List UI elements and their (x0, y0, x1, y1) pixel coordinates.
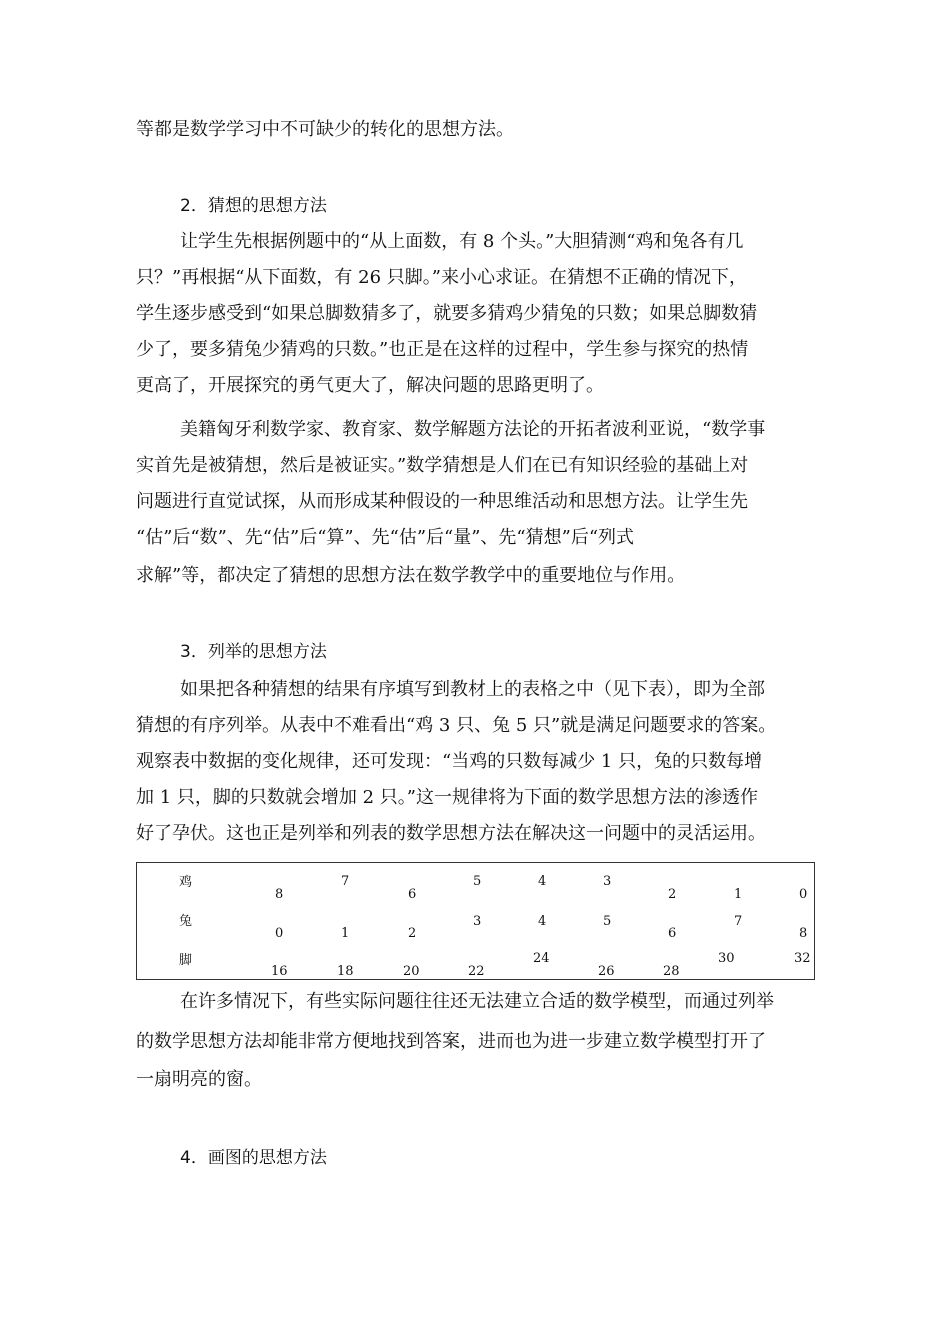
row-label-chicken: 鸡 (179, 875, 193, 890)
row-label-feet: 脚 (179, 953, 193, 968)
chicken-cell: 5 (473, 874, 482, 889)
feet-cell: 16 (271, 964, 288, 979)
paragraph-line: 更高了，开展探究的勇气更大了，解决问题的思路更明了。 (136, 375, 604, 396)
feet-cell: 32 (794, 951, 811, 966)
feet-cell: 24 (533, 951, 550, 966)
paragraph-line: 如果把各种猜想的结果有序填写到教材上的表格之中（见下表），即为全部 (180, 679, 765, 700)
paragraph-line: 等都是数学学习中不可缺少的转化的思想方法。 (136, 119, 514, 140)
chicken-cell: 0 (799, 887, 808, 902)
feet-cell: 30 (718, 951, 735, 966)
paragraph-line: 在许多情况下，有些实际问题往往还无法建立合适的数学模型，而通过列举 (180, 991, 774, 1012)
chicken-cell: 1 (734, 887, 743, 902)
paragraph-line: 一扇明亮的窗。 (136, 1069, 262, 1090)
chicken-cell: 2 (668, 887, 677, 902)
rabbit-cell: 1 (341, 926, 350, 941)
rabbit-cell: 0 (275, 926, 284, 941)
paragraph-line: 美籍匈牙利数学家、教育家、数学解题方法论的开拓者波利亚说，“数学事 (180, 419, 766, 440)
row-label-rabbit: 兔 (179, 914, 193, 929)
rabbit-cell: 5 (603, 914, 612, 929)
paragraph-line: 学生逐步感受到“如果总脚数猜多了，就要多猜鸡少猜兔的只数；如果总脚数猜 (136, 303, 758, 324)
chicken-cell: 3 (603, 874, 612, 889)
chicken-cell: 4 (538, 874, 547, 889)
feet-cell: 18 (337, 964, 354, 979)
paragraph-line: 求解”等，都决定了猜想的思想方法在数学教学中的重要地位与作用。 (136, 565, 686, 586)
rabbit-cell: 3 (473, 914, 482, 929)
paragraph-line: 好了孕伏。这也正是列举和列表的数学思想方法在解决这一问题中的灵活运用。 (136, 823, 766, 844)
rabbit-cell: 8 (799, 926, 808, 941)
chicken-cell: 8 (275, 887, 284, 902)
paragraph-line: 只？”再根据“从下面数，有 26 只脚。”来小心求证。在猜想不正确的情况下， (136, 267, 747, 288)
section-heading-enumerate: 3．列举的思想方法 (180, 642, 327, 662)
chicken-cell: 7 (341, 874, 350, 889)
paragraph-line: 猜想的有序列举。从表中不难看出“鸡 3 只、兔 5 只”就是满足问题要求的答案。 (136, 715, 777, 736)
paragraph-line: 加 1 只，脚的只数就会增加 2 只。”这一规律将为下面的数学思想方法的渗透作 (136, 787, 758, 808)
rabbit-cell: 6 (668, 926, 677, 941)
feet-cell: 28 (663, 964, 680, 979)
paragraph-line: 观察表中数据的变化规律，还可发现：“当鸡的只数每减少 1 只，兔的只数每增 (136, 751, 763, 772)
rabbit-cell: 2 (408, 926, 417, 941)
paragraph-line: “估”后“数”、先“估”后“算”、先“估”后“量”、先“猜想”后“列式 (136, 527, 635, 548)
rabbit-cell: 7 (734, 914, 743, 929)
feet-cell: 22 (468, 964, 485, 979)
enumeration-table (136, 862, 815, 980)
paragraph-line: 问题进行直觉试探，从而形成某种假设的一种思维活动和思想方法。让学生先 (136, 491, 748, 512)
chicken-cell: 6 (408, 887, 417, 902)
section-heading-guess: 2．猜想的思想方法 (180, 196, 327, 216)
feet-cell: 20 (403, 964, 420, 979)
paragraph-line: 让学生先根据例题中的“从上面数，有 8 个头。”大胆猜测“鸡和兔各有几 (180, 231, 744, 252)
section-heading-draw: 4．画图的思想方法 (180, 1148, 327, 1168)
paragraph-line: 的数学思想方法却能非常方便地找到答案，进而也为进一步建立数学模型打开了 (136, 1031, 766, 1052)
paragraph-line: 实首先是被猜想，然后是被证实。”数学猜想是人们在已有知识经验的基础上对 (136, 455, 749, 476)
paragraph-line: 少了，要多猜兔少猜鸡的只数。”也正是在这样的过程中，学生参与探究的热情 (136, 339, 749, 360)
feet-cell: 26 (598, 964, 615, 979)
rabbit-cell: 4 (538, 914, 547, 929)
